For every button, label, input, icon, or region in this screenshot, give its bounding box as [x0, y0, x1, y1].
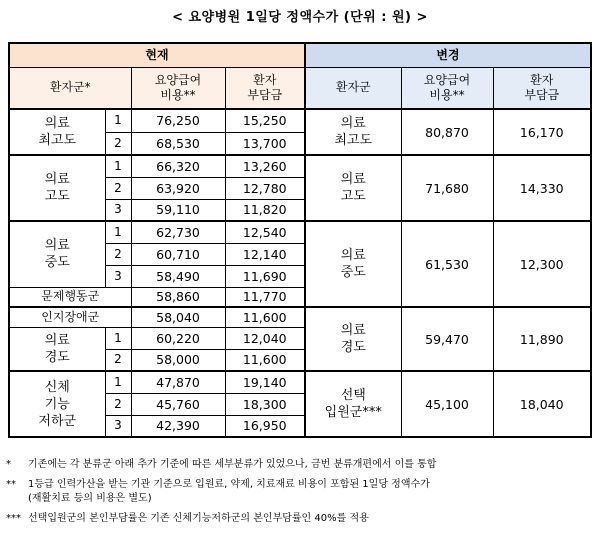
sub-class: 1 [105, 109, 131, 132]
group-label: 의료 최고도 [9, 109, 105, 155]
table-row [9, 155, 591, 177]
current-header: 현재 [9, 43, 305, 67]
cost-cell: 58,000 [131, 349, 225, 371]
table-row [9, 109, 591, 132]
group-label: 신체 기능 저하군 [9, 371, 105, 437]
changed-patient-pay-cell: 18,040 [493, 371, 591, 437]
cost-cell: 63,920 [131, 177, 225, 199]
cost-cell: 68,530 [131, 132, 225, 155]
footnote-mark: * [6, 459, 11, 470]
patient-pay-cell: 18,300 [225, 393, 305, 415]
changed-patient-pay-cell: 16,170 [493, 109, 591, 155]
patient-pay-cell: 11,820 [225, 199, 305, 221]
sub-class: 3 [105, 199, 131, 221]
footnote [6, 512, 596, 526]
patient-pay-cell: 13,260 [225, 155, 305, 177]
footnote-text: 선택입원군의 본인부담률은 기존 신체기능저하군의 본인부담률인 40%를 적용 [28, 513, 369, 524]
table-title: < 요양병원 1일당 정액수가 (단위 : 원) > [172, 10, 428, 25]
footnote [6, 478, 596, 506]
group-label: 의료 고도 [9, 155, 105, 221]
cost-cell: 59,110 [131, 199, 225, 221]
cost-cell: 58,860 [131, 287, 225, 307]
col-header-patient: 환자 부담금 [225, 67, 305, 109]
footnote-text: 기존에는 각 분류군 아래 추가 기준에 따른 세부분류가 있었으나, 금번 분류개편에서 이를 통합 [28, 459, 437, 470]
col-header-patient-changed: 환자 부담금 [493, 67, 591, 109]
patient-pay-cell: 12,040 [225, 327, 305, 349]
sub-class: 3 [105, 415, 131, 437]
changed-group-label: 선택 입원군*** [305, 371, 401, 437]
table-row [9, 221, 591, 243]
sub-class: 1 [105, 155, 131, 177]
sub-class: 3 [105, 265, 131, 287]
group-label: 인지장애군 [9, 307, 131, 327]
changed-cost-cell: 45,100 [401, 371, 493, 437]
footnote-mark: ** [6, 479, 16, 490]
sub-class: 1 [105, 371, 131, 393]
changed-cost-cell: 80,870 [401, 109, 493, 155]
sub-class: 1 [105, 221, 131, 243]
cost-cell: 58,490 [131, 265, 225, 287]
group-label: 문제행동군 [9, 287, 131, 307]
footnote-mark: *** [6, 513, 21, 524]
cost-cell: 45,760 [131, 393, 225, 415]
table-row [9, 371, 591, 393]
cost-cell: 58,040 [131, 307, 225, 327]
changed-group-label: 의료 최고도 [305, 109, 401, 155]
sub-class: 2 [105, 177, 131, 199]
footnotes [6, 458, 596, 532]
patient-pay-cell: 11,770 [225, 287, 305, 307]
sub-class: 2 [105, 393, 131, 415]
changed-cost-cell: 59,470 [401, 307, 493, 371]
changed-cost-cell: 71,680 [401, 155, 493, 221]
changed-group-label: 의료 고도 [305, 155, 401, 221]
patient-pay-cell: 15,250 [225, 109, 305, 132]
col-header-cost: 요양급여 비용** [131, 67, 225, 109]
changed-group-label: 의료 중도 [305, 221, 401, 307]
changed-group-label: 의료 경도 [305, 307, 401, 371]
patient-pay-cell: 12,540 [225, 221, 305, 243]
footnote [6, 458, 596, 472]
patient-pay-cell: 13,700 [225, 132, 305, 155]
changed-patient-pay-cell: 12,300 [493, 221, 591, 307]
changed-patient-pay-cell: 14,330 [493, 155, 591, 221]
sub-class: 1 [105, 327, 131, 349]
col-header-cost-changed: 요양급여 비용** [401, 67, 493, 109]
cost-cell: 62,730 [131, 221, 225, 243]
cost-cell: 47,870 [131, 371, 225, 393]
footnote-text: (재활치료 등의 비용은 별도) [28, 493, 152, 504]
col-header-group: 환자군* [9, 67, 131, 109]
sub-class: 2 [105, 243, 131, 265]
changed-cost-cell: 61,530 [401, 221, 493, 307]
patient-pay-cell: 11,690 [225, 265, 305, 287]
patient-pay-cell: 11,600 [225, 349, 305, 371]
patient-pay-cell: 12,140 [225, 243, 305, 265]
cost-cell: 42,390 [131, 415, 225, 437]
sub-class: 2 [105, 349, 131, 371]
col-header-group-changed: 환자군 [305, 67, 401, 109]
sub-class: 2 [105, 132, 131, 155]
patient-pay-cell: 12,780 [225, 177, 305, 199]
changed-patient-pay-cell: 11,890 [493, 307, 591, 371]
patient-pay-cell: 11,600 [225, 307, 305, 327]
rate-table [8, 42, 592, 438]
patient-pay-cell: 19,140 [225, 371, 305, 393]
patient-pay-cell: 16,950 [225, 415, 305, 437]
cost-cell: 66,320 [131, 155, 225, 177]
table-row [9, 307, 591, 327]
cost-cell: 60,710 [131, 243, 225, 265]
footnote-text: 1등급 인력가산을 받는 기관 기준으로 입원료, 약제, 치료재료 비용이 포함된 1일당 정액수가 [28, 479, 430, 490]
cost-cell: 76,250 [131, 109, 225, 132]
changed-header: 변경 [305, 43, 591, 67]
group-label: 의료 중도 [9, 221, 105, 287]
cost-cell: 60,220 [131, 327, 225, 349]
group-label: 의료 경도 [9, 327, 105, 371]
